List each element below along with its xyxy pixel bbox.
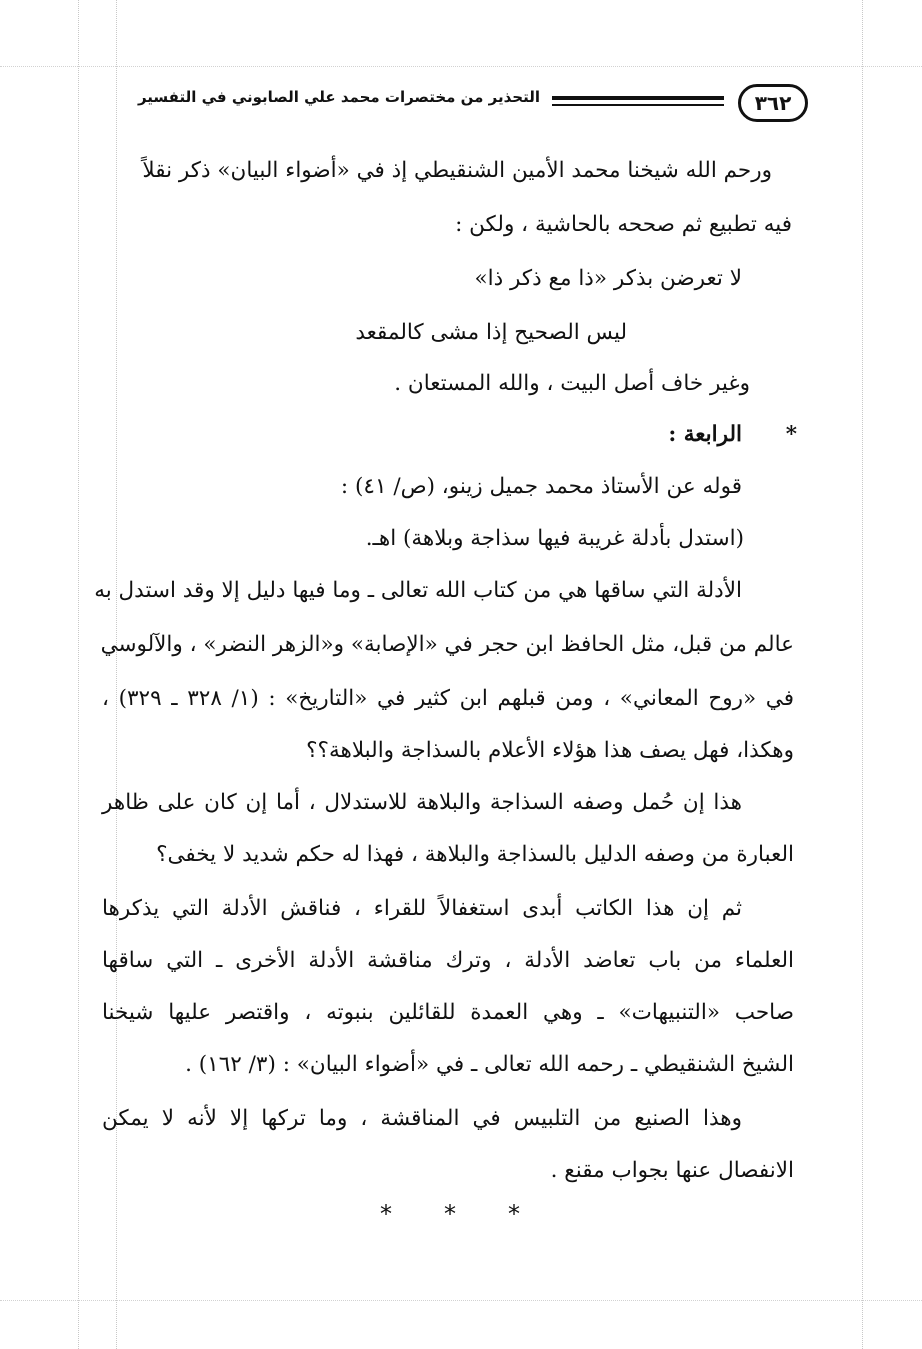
text-line: ورحم الله شيخنا محمد الأمين الشنقيطي إذ في «أضواء البيان» ذكر نقلاً	[142, 158, 772, 183]
text-line: وهذا الصنيع من التلبيس في المناقشة ، وما تركها إلا لأنه لا يمكن	[102, 1106, 742, 1131]
page-header	[88, 82, 808, 132]
section-heading: الرابعة :	[668, 422, 742, 447]
scan-artifact-line	[0, 1300, 922, 1301]
separator-star: *	[380, 1200, 392, 1228]
text-line: وغير خاف أصل البيت ، والله المستعان .	[394, 371, 750, 396]
verse-line: ليس الصحيح إذا مشى كالمقعد	[355, 320, 627, 345]
header-rule	[552, 96, 724, 108]
text-line: العلماء من باب تعاضد الأدلة ، وترك مناقشة الأدلة الأخرى ـ التي ساقها	[102, 948, 794, 973]
scan-artifact-line	[0, 66, 922, 67]
text-line: في «روح المعاني» ، ومن قبلهم ابن كثير في «التاريخ» : (١/ ٣٢٨ ـ ٣٢٩) ،	[102, 686, 795, 711]
running-title: التحذير من مختصرات محمد علي الصابوني في التفسير	[137, 88, 540, 106]
section-separator	[380, 1200, 520, 1228]
text-line: الشيخ الشنقيطي ـ رحمه الله تعالى ـ في «أضواء البيان» : (٣/ ١٦٢) .	[185, 1052, 794, 1077]
scan-artifact-line	[78, 0, 79, 1349]
separator-star: *	[508, 1200, 520, 1228]
text-line: الأدلة التي ساقها هي من كتاب الله تعالى ـ وما فيها دليل إلا وقد استدل به	[94, 578, 742, 603]
text-line: الانفصال عنها بجواب مقنع .	[550, 1158, 794, 1183]
text-line: العبارة من وصفه الدليل بالسذاجة والبلاهة ، فهذا له حكم شديد لا يخفى؟	[156, 842, 794, 867]
scan-artifact-line	[862, 0, 863, 1349]
quote-intro: قوله عن الأستاذ محمد جميل زينو، (ص/ ٤١) :	[340, 474, 742, 499]
text-line: هذا إن حُمل وصفه السذاجة والبلاهة للاستدلال ، أما إن كان على ظاهر	[102, 790, 742, 815]
separator-star: *	[444, 1200, 456, 1228]
page-number: ٣٦٢	[738, 84, 808, 122]
text-line: صاحب «التنبيهات» ـ وهي العمدة للقائلين بنبوته ، واقتصر عليها شيخنا	[102, 1000, 794, 1025]
scan-artifact-line	[116, 0, 117, 1349]
text-line: وهكذا، فهل يصف هذا هؤلاء الأعلام بالسذاجة والبلاهة؟؟	[306, 738, 794, 763]
verse-line: لا تعرضن بذكر «ذا مع ذكر ذا»	[474, 266, 742, 291]
text-line: ثم إن هذا الكاتب أبدى استغفالاً للقراء ، فناقش الأدلة التي يذكرها	[102, 896, 742, 921]
text-line: فيه تطبيع ثم صححه بالحاشية ، ولكن :	[455, 212, 792, 237]
section-marker: *	[785, 422, 797, 447]
quote-text: (استدل بأدلة غريبة فيها سذاجة وبلاهة) اهـ.	[365, 526, 744, 551]
text-line: عالم من قبل، مثل الحافظ ابن حجر في «الإصابة» و«الزهر النضر» ، والآلوسي	[100, 632, 794, 657]
